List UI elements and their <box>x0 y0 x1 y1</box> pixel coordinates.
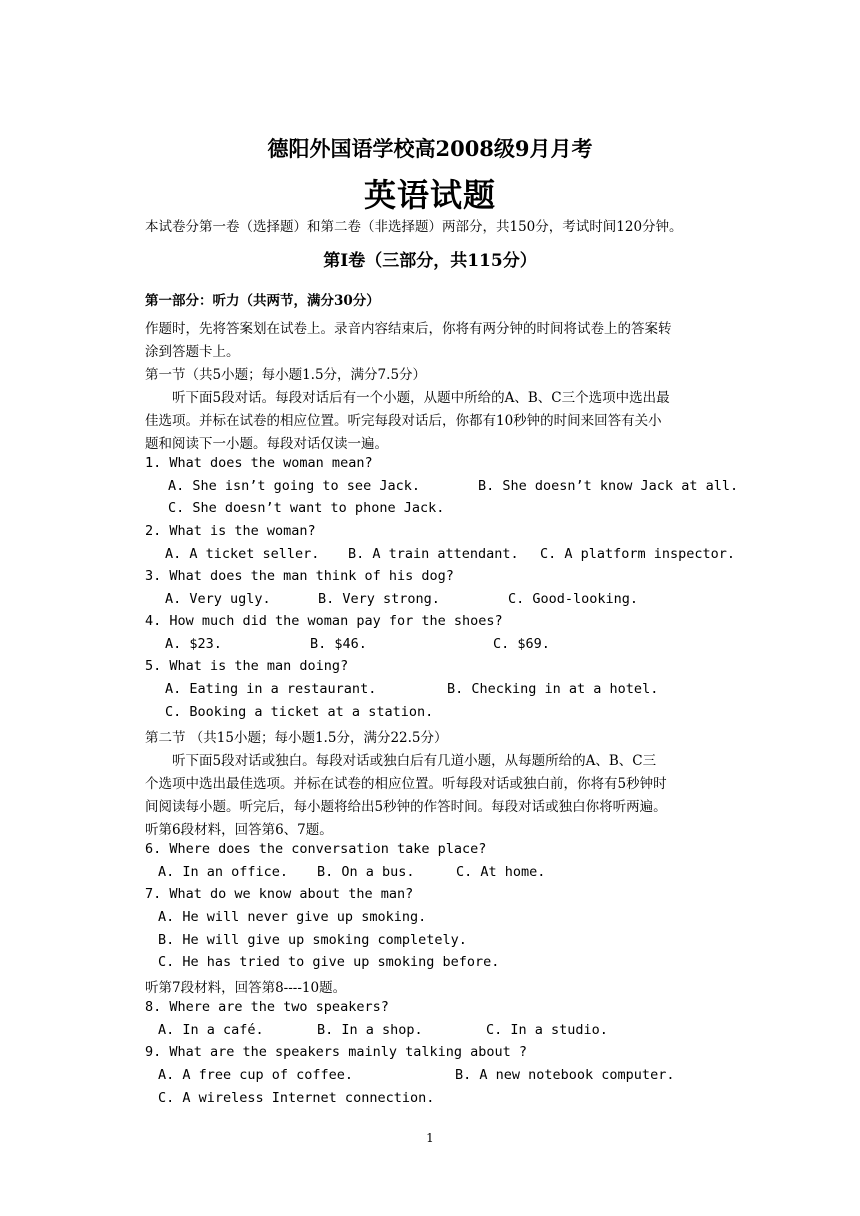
question-stem: 7. What do we know about the man? <box>145 886 414 902</box>
part1-heading: 第一部分：听力（共两节，满分30分） <box>145 293 380 309</box>
material-note: 听第7段材料，回答第8----10题。 <box>145 980 347 996</box>
question-stem: 6. Where does the conversation take place? <box>145 841 487 857</box>
section2-instruction: 个选项中选出最佳选项。并标在试卷的相应位置。听每段对话或独白前，你将有5秒钟时 <box>145 776 667 792</box>
option-c: C. Good-looking. <box>508 591 639 607</box>
question-stem: 4. How much did the woman pay for the shoes? <box>145 613 503 629</box>
option-b: B. Very strong. <box>318 591 440 607</box>
option-c: C. He has tried to give up smoking before. <box>158 954 500 970</box>
option-c: C. A wireless Internet connection. <box>158 1090 435 1106</box>
option-a: A. She isn’t going to see Jack. <box>168 478 420 494</box>
option-a: A. Eating in a restaurant. <box>165 681 377 697</box>
option-a: A. He will never give up smoking. <box>158 909 427 925</box>
subject-title: 英语试题 <box>363 176 496 214</box>
option-b: B. Checking in at a hotel. <box>447 681 659 697</box>
option-b: B. He will give up smoking completely. <box>158 932 467 948</box>
question-stem: 5. What is the man doing? <box>145 658 349 674</box>
option-b: B. She doesn’t know Jack at all. <box>478 478 739 494</box>
option-a: A. Very ugly. <box>165 591 271 607</box>
option-c: C. In a studio. <box>486 1022 608 1038</box>
section1-heading: 第一节（共5小题；每小题1.5分，满分7.5分） <box>145 367 427 383</box>
section1-instruction: 听下面5段对话。每段对话后有一个小题，从题中所给的A、B、C三个选项中选出最 <box>172 390 670 406</box>
option-b: B. In a shop. <box>317 1022 423 1038</box>
part1-instruction: 作题时，先将答案划在试卷上。录音内容结束后，你将有两分钟的时间将试卷上的答案转 <box>145 321 672 337</box>
option-b: B. A train attendant. <box>348 546 519 562</box>
question-stem: 3. What does the man think of his dog? <box>145 568 454 584</box>
exam-title: 德阳外国语学校高2008级9月月考 <box>267 136 593 161</box>
question-stem: 8. Where are the two speakers? <box>145 999 389 1015</box>
section1-instruction: 佳选项。并标在试卷的相应位置。听完每段对话后，你都有10秒钟的时间来回答有关小 <box>145 413 662 429</box>
option-c: C. Booking a ticket at a station. <box>165 704 434 720</box>
option-a: A. In an office. <box>158 864 289 880</box>
option-a: A. A free cup of coffee. <box>158 1067 354 1083</box>
section2-instruction: 间阅读每小题。听完后，每小题将给出5秒钟的作答时间。每段对话或独白你将听两遍。 <box>145 799 667 815</box>
option-b: B. A new notebook computer. <box>455 1067 675 1083</box>
question-stem: 1. What does the woman mean? <box>145 455 373 471</box>
part1-instruction: 涂到答题卡上。 <box>145 344 240 360</box>
question-stem: 9. What are the speakers mainly talking about ? <box>145 1044 528 1060</box>
option-c: C. A platform inspector. <box>540 546 736 562</box>
volume-heading: 第I卷（三部分，共115分） <box>323 251 537 271</box>
question-stem: 2. What is the woman? <box>145 523 316 539</box>
section2-instruction: 听下面5段对话或独白。每段对话或独白后有几道小题，从每题所给的A、B、C三 <box>172 753 657 769</box>
option-b: B. $46. <box>310 636 367 652</box>
option-a: A. A ticket seller. <box>165 546 320 562</box>
material-note: 听第6段材料，回答第6、7题。 <box>145 822 333 838</box>
section2-heading: 第二节 （共15小题；每小题1.5分，满分22.5分） <box>145 730 448 746</box>
option-a: A. In a café. <box>158 1022 264 1038</box>
option-b: B. On a bus. <box>317 864 415 880</box>
page-number: 1 <box>426 1131 434 1145</box>
section1-instruction: 题和阅读下一小题。每段对话仅读一遍。 <box>145 436 388 452</box>
option-c: C. She doesn’t want to phone Jack. <box>168 500 445 516</box>
option-a: A. $23. <box>165 636 222 652</box>
option-c: C. $69. <box>493 636 550 652</box>
exam-intro: 本试卷分第一卷（选择题）和第二卷（非选择题）两部分，共150分，考试时间120分钟。 <box>145 219 683 235</box>
option-c: C. At home. <box>456 864 546 880</box>
